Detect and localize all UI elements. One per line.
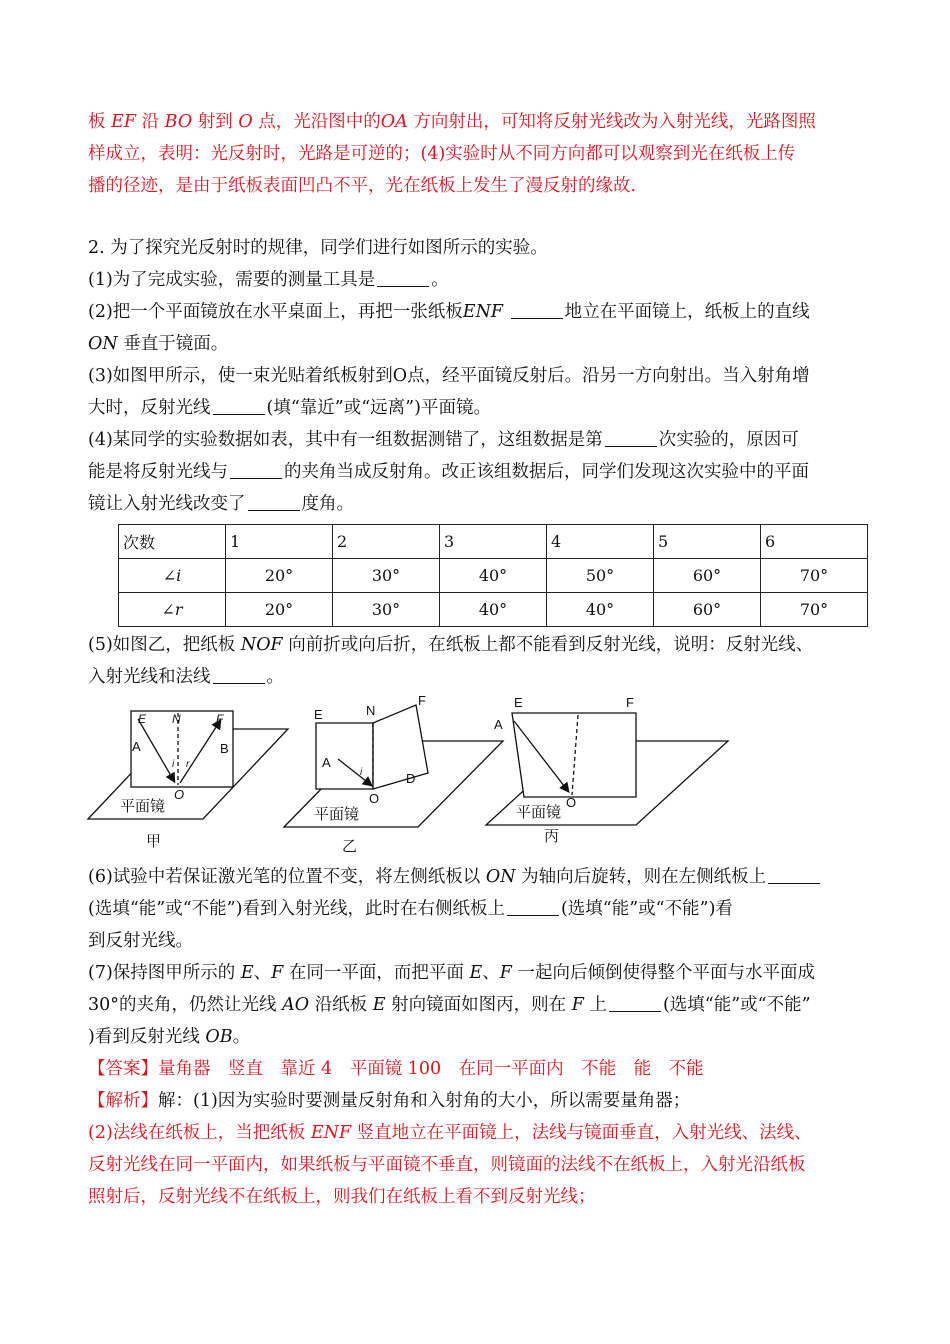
text: 30°的夹角，仍然让光线 xyxy=(88,995,277,1015)
var-OA: OA xyxy=(380,112,408,132)
text: 沿 xyxy=(141,112,160,132)
analysis-text: 解：(1)因为实验时要测量反射角和入射角的大小，所以需要量角器； xyxy=(158,1091,691,1111)
table-row-incidence xyxy=(119,559,868,593)
question-part-4c xyxy=(88,488,878,520)
question-part-3b xyxy=(88,392,878,424)
analysis-line-1 xyxy=(88,1085,878,1117)
text: 。 xyxy=(431,270,449,290)
analysis-tag: 【解析】 xyxy=(88,1091,158,1111)
label-i: i xyxy=(360,767,363,778)
table-cell: 20° xyxy=(226,559,333,593)
var-OB: OB xyxy=(205,1027,233,1047)
analysis-line-2 xyxy=(88,1117,878,1149)
text: (4)某同学的实验数据如表，其中有一组数据测错了，这组数据是第 xyxy=(88,430,603,450)
var-E: E xyxy=(240,963,254,983)
table-cell: 40° xyxy=(547,593,654,627)
text: 竖直地立在平面镜上，法线与镜面垂直，入射光线、法线、 xyxy=(356,1123,812,1143)
var-E: E xyxy=(372,995,386,1015)
label-A: A xyxy=(132,739,141,754)
mirror-label: 平面镜 xyxy=(516,804,562,821)
question-title: 2. 为了探究光反射时的规律，同学们进行如图所示的实验。 xyxy=(88,238,548,258)
question-part-4b xyxy=(88,456,878,488)
label-E: E xyxy=(514,695,523,710)
table-cell: ∠r xyxy=(119,593,226,627)
answer-blank xyxy=(605,428,657,447)
table-cell: ∠i xyxy=(119,559,226,593)
var-ENF: ENF xyxy=(310,1123,352,1143)
figure-caption: 甲 xyxy=(146,833,162,850)
text: (选填“能”或“不能” xyxy=(662,995,811,1015)
var-NOF: NOF xyxy=(240,635,283,655)
answer-blank xyxy=(248,492,300,511)
answer-text: 量角器 竖直 靠近 4 平面镜 100 在同一平面内 不能 能 不能 xyxy=(158,1059,704,1079)
question-part-7a xyxy=(88,957,878,989)
label-D: D xyxy=(406,771,416,786)
figure-group xyxy=(88,693,878,861)
answer-blank xyxy=(230,460,282,479)
text: 板 xyxy=(88,112,106,132)
answer-blank xyxy=(768,865,820,884)
question-part-6a xyxy=(88,861,878,893)
text: 向前折或向后折，在纸板上都不能看到反射光线，说明：反射光线、 xyxy=(288,635,814,655)
intro-line-3: 播的径迹，是由于纸板表面凹凸不平，光在纸板上发生了漫反射的缘故. xyxy=(88,176,637,196)
answer-blank xyxy=(377,268,429,287)
question-part-7c xyxy=(88,1021,878,1053)
text: (5)如图乙，把纸板 xyxy=(88,635,236,655)
text: (6)试验中若保证激光笔的位置不变，将左侧纸板以 xyxy=(88,867,481,887)
question-part-5a xyxy=(88,629,878,661)
var-AO: AO xyxy=(282,995,310,1015)
text: )看到反射光线 xyxy=(88,1027,200,1047)
table-cell: 20° xyxy=(226,593,333,627)
label-O: O xyxy=(174,787,185,802)
figure-caption: 丙 xyxy=(544,828,560,845)
var-ENF: ENF xyxy=(462,302,504,322)
label-A: A xyxy=(322,755,331,770)
label-F: F xyxy=(626,695,634,710)
text: 地立在平面镜上，纸板上的直线 xyxy=(564,302,810,322)
question-part-6c: 到反射光线。 xyxy=(88,931,193,951)
figure-bing xyxy=(486,695,728,845)
data-table xyxy=(118,524,868,627)
table-cell: 次数 xyxy=(119,525,226,559)
var-E: E xyxy=(469,963,483,983)
text: 垂直于镜面。 xyxy=(123,334,229,354)
table-cell: 3 xyxy=(440,525,547,559)
var-F: F xyxy=(271,963,284,983)
label-E: E xyxy=(314,707,323,722)
text: 射向镜面如图丙，则在 xyxy=(391,995,567,1015)
text: 一起向后倾倒使得整个平面与水平面成 xyxy=(517,963,815,983)
question-part-3a: (3)如图甲所示，使一束光贴着纸板射到O点，经平面镜反射后。沿另一方向射出。当入射角增 xyxy=(88,366,810,386)
var-ON: ON xyxy=(88,334,118,354)
figure-jia xyxy=(88,711,288,850)
text: (2)把一个平面镜放在水平桌面上，再把一张纸板 xyxy=(88,302,463,322)
table-cell: 30° xyxy=(333,559,440,593)
label-A: A xyxy=(494,717,503,732)
text: 方向射出，可知将反射光线改为入射光线，光路图照 xyxy=(413,112,816,132)
label-F: F xyxy=(418,693,426,708)
question-part-2a xyxy=(88,296,878,328)
question-part-1 xyxy=(88,264,878,296)
question-part-6b xyxy=(88,893,878,925)
intro-line-1 xyxy=(88,106,878,138)
text: 度角。 xyxy=(301,494,354,514)
label-F: F xyxy=(216,712,224,726)
mirror-label: 平面镜 xyxy=(314,806,360,823)
text: 点，光沿图中的 xyxy=(258,112,381,132)
text: 。 xyxy=(232,1027,251,1047)
text: 射到 xyxy=(197,112,233,132)
text: (选填“能”或“不能”)看到入射光线，此时在右侧纸板上 xyxy=(88,899,505,919)
label-O: O xyxy=(369,791,380,806)
text: 次实验的，原因可 xyxy=(658,430,799,450)
text: (填“靠近”或“远离”)平面镜。 xyxy=(266,398,491,418)
table-cell: 1 xyxy=(226,525,333,559)
question-part-4a xyxy=(88,424,878,456)
var-EF: EF xyxy=(111,112,136,132)
label-N: N xyxy=(366,703,376,718)
text: 为轴向后旋转，则在左侧纸板上 xyxy=(521,867,767,887)
figure-caption: 乙 xyxy=(342,838,358,855)
answer-blank xyxy=(507,897,559,916)
table-cell: 6 xyxy=(761,525,868,559)
table-cell: 70° xyxy=(761,559,868,593)
table-cell: 60° xyxy=(654,559,761,593)
text: (7)保持图甲所示的 xyxy=(88,963,236,983)
label-i: i xyxy=(172,759,175,770)
var-F: F xyxy=(499,963,512,983)
text: 镜让入射光线改变了 xyxy=(88,494,246,514)
table-cell: 2 xyxy=(333,525,440,559)
table-cell: 40° xyxy=(440,593,547,627)
answer-tag: 【答案】 xyxy=(88,1059,158,1079)
text: 沿纸板 xyxy=(314,995,368,1015)
table-cell: 4 xyxy=(547,525,654,559)
right-board-folded xyxy=(373,705,428,789)
question-part-7b xyxy=(88,989,878,1021)
table-cell: 30° xyxy=(333,593,440,627)
answer-blank xyxy=(213,396,265,415)
text: 大时，反射光线 xyxy=(88,398,211,418)
table-row-header xyxy=(119,525,868,559)
table-cell: 50° xyxy=(547,559,654,593)
text: 的夹角当成反射角。改正该组数据后，同学们发现这次实验中的平面 xyxy=(284,462,809,482)
table-cell: 5 xyxy=(654,525,761,559)
analysis-line-3: 反射光线在同一平面内，如果纸板与平面镜不垂直，则镜面的法线不在纸板上，入射光沿纸板 xyxy=(88,1155,806,1175)
text: (1)为了完成实验，需要的测量工具是 xyxy=(88,270,376,290)
experiment-figures xyxy=(88,693,878,861)
label-E: E xyxy=(138,712,147,726)
label-r: r xyxy=(186,759,190,770)
table-cell: 70° xyxy=(761,593,868,627)
intro-line-2: 样成立，表明：光反射时，光路是可逆的；(4)实验时从不同方向都可以观察到光在纸板上传 xyxy=(88,144,796,164)
text: (2)法线在纸板上，当把纸板 xyxy=(88,1123,306,1143)
document-page xyxy=(88,106,878,1213)
table-row-reflection xyxy=(119,593,868,627)
question-part-2b xyxy=(88,328,878,360)
var-BO: BO xyxy=(164,112,193,132)
text: 、 xyxy=(482,963,500,983)
text: 入射光线和法线 xyxy=(88,667,211,687)
text: 上 xyxy=(589,995,607,1015)
answer-blank xyxy=(511,300,563,319)
answer-blank xyxy=(213,665,265,684)
answer-line xyxy=(88,1053,878,1085)
label-O: O xyxy=(566,795,577,810)
text: 、 xyxy=(253,963,272,983)
table-cell: 40° xyxy=(440,559,547,593)
table-cell: 60° xyxy=(654,593,761,627)
text: 。 xyxy=(266,667,284,687)
analysis-line-4: 照射后，反射光线不在纸板上，则我们在纸板上看不到反射光线； xyxy=(88,1187,596,1207)
var-ON: ON xyxy=(485,867,516,887)
text: 在同一平面，而把平面 xyxy=(288,963,464,983)
var-F: F xyxy=(571,995,584,1015)
answer-blank xyxy=(609,993,661,1012)
mirror-label: 平面镜 xyxy=(120,798,166,815)
var-O: O xyxy=(238,112,253,132)
text: 能是将反射光线与 xyxy=(88,462,228,482)
label-B: B xyxy=(220,741,229,756)
label-N: N xyxy=(172,712,181,726)
figure-yi xyxy=(284,693,503,855)
question-part-5b xyxy=(88,661,878,693)
tilted-board xyxy=(512,713,636,797)
text: (选填“能”或“不能”)看 xyxy=(560,899,733,919)
